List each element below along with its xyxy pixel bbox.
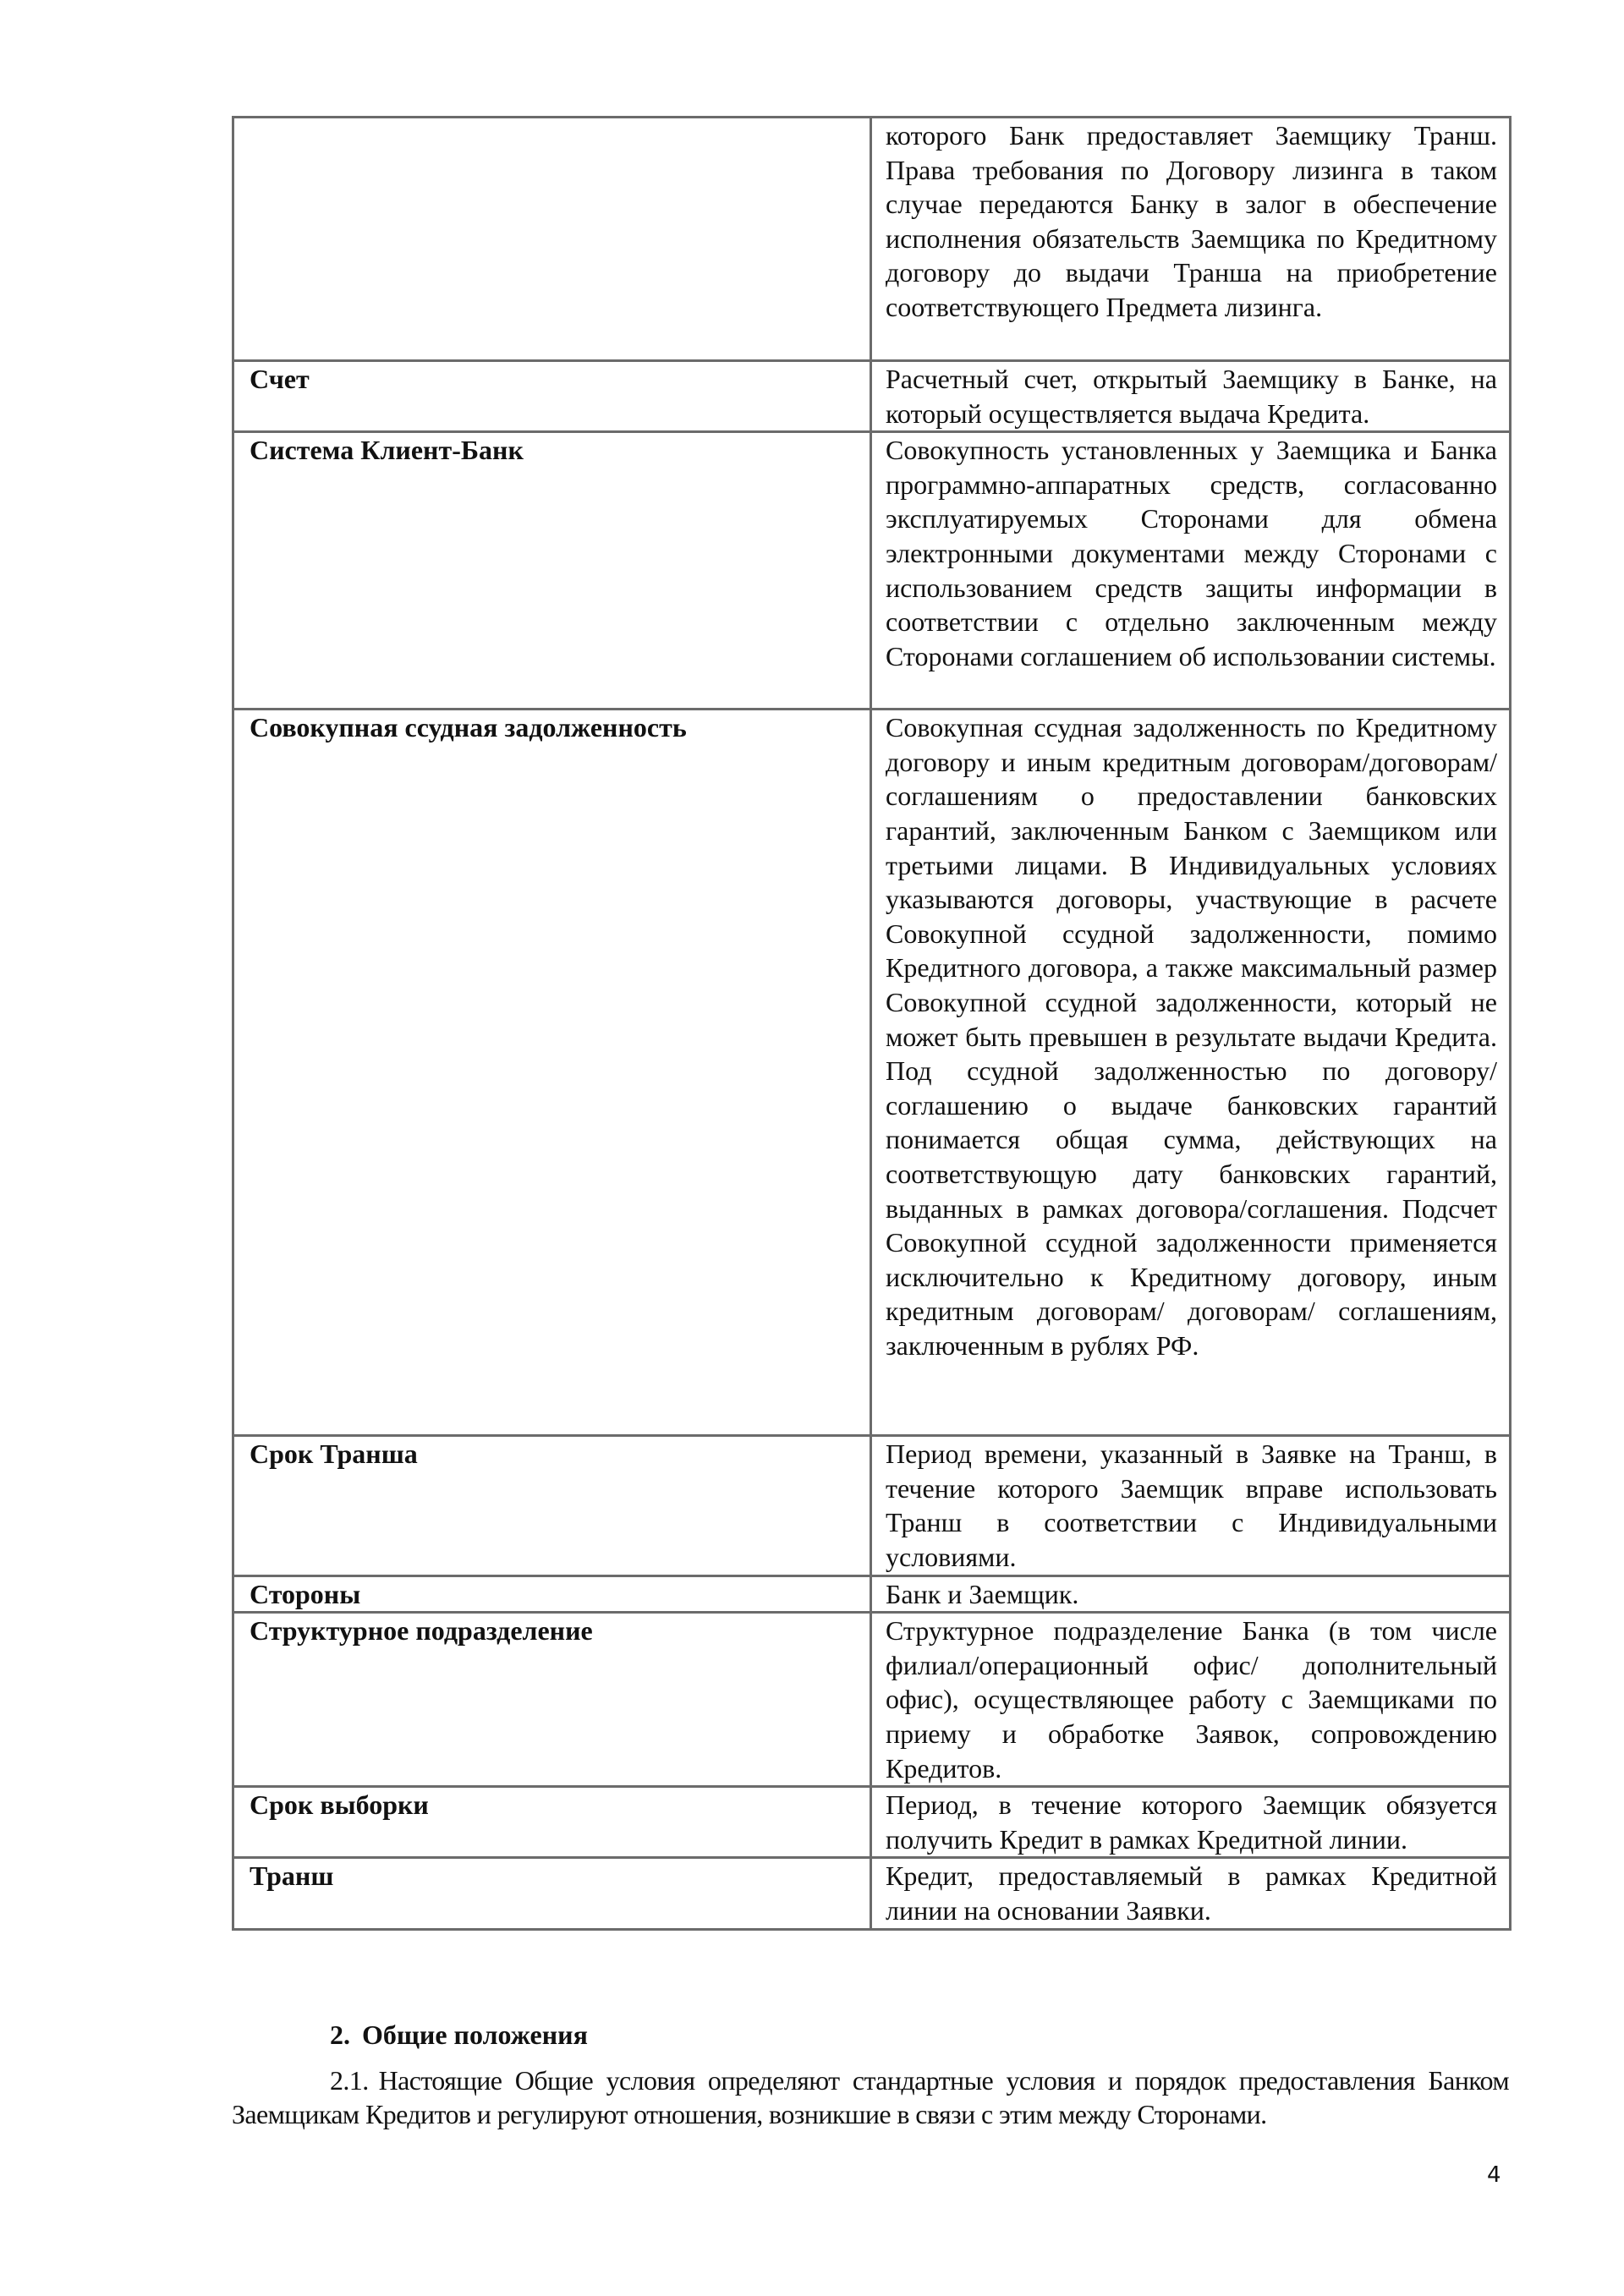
definition-text: Расчетный счет, открытый Заемщику в Банке, на который осуществляется выдача Кредита. bbox=[871, 361, 1511, 432]
table-row bbox=[233, 1787, 1511, 1858]
table-row bbox=[233, 1436, 1511, 1575]
definition-text: которого Банк предоставляет Заемщику Транш. Права требования по Договору лизинга в таком случае передаются Банку в залог в обеспечение исполнения обязательств Заемщика по Кредитному договору до выдачи Транша на приобретение соответствующего Предмета лизинга. bbox=[871, 118, 1511, 361]
section-number: 2. bbox=[330, 2019, 350, 2050]
definition-text: Структурное подразделение Банка (в том числе филиал/операционный офис/ дополнительный офис), осуществляющее работу с Заемщиками по приему и обработке Заявок, сопровождению Кредитов. bbox=[871, 1613, 1511, 1787]
table-row bbox=[233, 432, 1511, 710]
definition-term: Совокупная ссудная задолженность bbox=[233, 710, 871, 1436]
section-title: Общие положения bbox=[362, 2019, 588, 2050]
definition-term: Система Клиент-Банк bbox=[233, 432, 871, 710]
definition-text: Банк и Заемщик. bbox=[871, 1575, 1511, 1613]
definitions-table bbox=[232, 116, 1512, 1931]
definition-term: Транш bbox=[233, 1858, 871, 1929]
section-heading bbox=[330, 2018, 588, 2052]
page-number: 4 bbox=[1487, 2162, 1501, 2188]
paragraph-text: Настоящие Общие условия определяют стандартные условия и порядок предоставления Банком Заемщикам Кредитов и регулируют отношения, возникшие в связи с этим между Сторонами. bbox=[232, 2065, 1509, 2129]
definition-text: Совокупная ссудная задолженность по Кредитному договору и иным кредитным договорам/договорам/соглашениям о предоставлении банковских гарантий, заключенным Банком с Заемщиком или третьими лицами. В Индивидуальных условиях указываются договоры, участвующие в расчете Совокупной ссудной задолженности, помимо Кредитного договора, а также максимальный размер Совокупной ссудной задолженности, который не может быть превышен в результате выдачи Кредита. Под ссудной задолженностью по договору/соглашению о выдаче банковских гарантий понимается общая сумма, действующих на соответствующую дату банковских гарантий, выданных в рамках договора/соглашения. Подсчет Совокупной ссудной задолженности применяется исключительно к Кредитному договору, иным кредитным договорам/ договорам/ соглашениям, заключенным в рублях РФ. bbox=[871, 710, 1511, 1436]
table-row bbox=[233, 1858, 1511, 1929]
paragraph bbox=[232, 2063, 1509, 2131]
definition-term: Стороны bbox=[233, 1575, 871, 1613]
table-row bbox=[233, 1613, 1511, 1787]
definition-term: Счет bbox=[233, 361, 871, 432]
definition-text: Период времени, указанный в Заявке на Транш, в течение которого Заемщик вправе использовать Транш в соответствии с Индивидуальными условиями. bbox=[871, 1436, 1511, 1575]
paragraph-number: 2.1. bbox=[330, 2065, 369, 2096]
definition-term: Срок Транша bbox=[233, 1436, 871, 1575]
table-row bbox=[233, 118, 1511, 361]
table-row bbox=[233, 361, 1511, 432]
table-row bbox=[233, 710, 1511, 1436]
definition-text: Кредит, предоставляемый в рамках Кредитной линии на основании Заявки. bbox=[871, 1858, 1511, 1929]
definition-term: Структурное подразделение bbox=[233, 1613, 871, 1787]
definition-term bbox=[233, 118, 871, 361]
definition-term: Срок выборки bbox=[233, 1787, 871, 1858]
table-row bbox=[233, 1575, 1511, 1613]
definition-text: Совокупность установленных у Заемщика и Банка программно-аппаратных средств, согласованно эксплуатируемых Сторонами для обмена электронными документами между Сторонами с использованием средств защиты информации в соответствии с отдельно заключенным между Сторонами соглашением об использовании системы. bbox=[871, 432, 1511, 710]
definition-text: Период, в течение которого Заемщик обязуется получить Кредит в рамках Кредитной линии. bbox=[871, 1787, 1511, 1858]
